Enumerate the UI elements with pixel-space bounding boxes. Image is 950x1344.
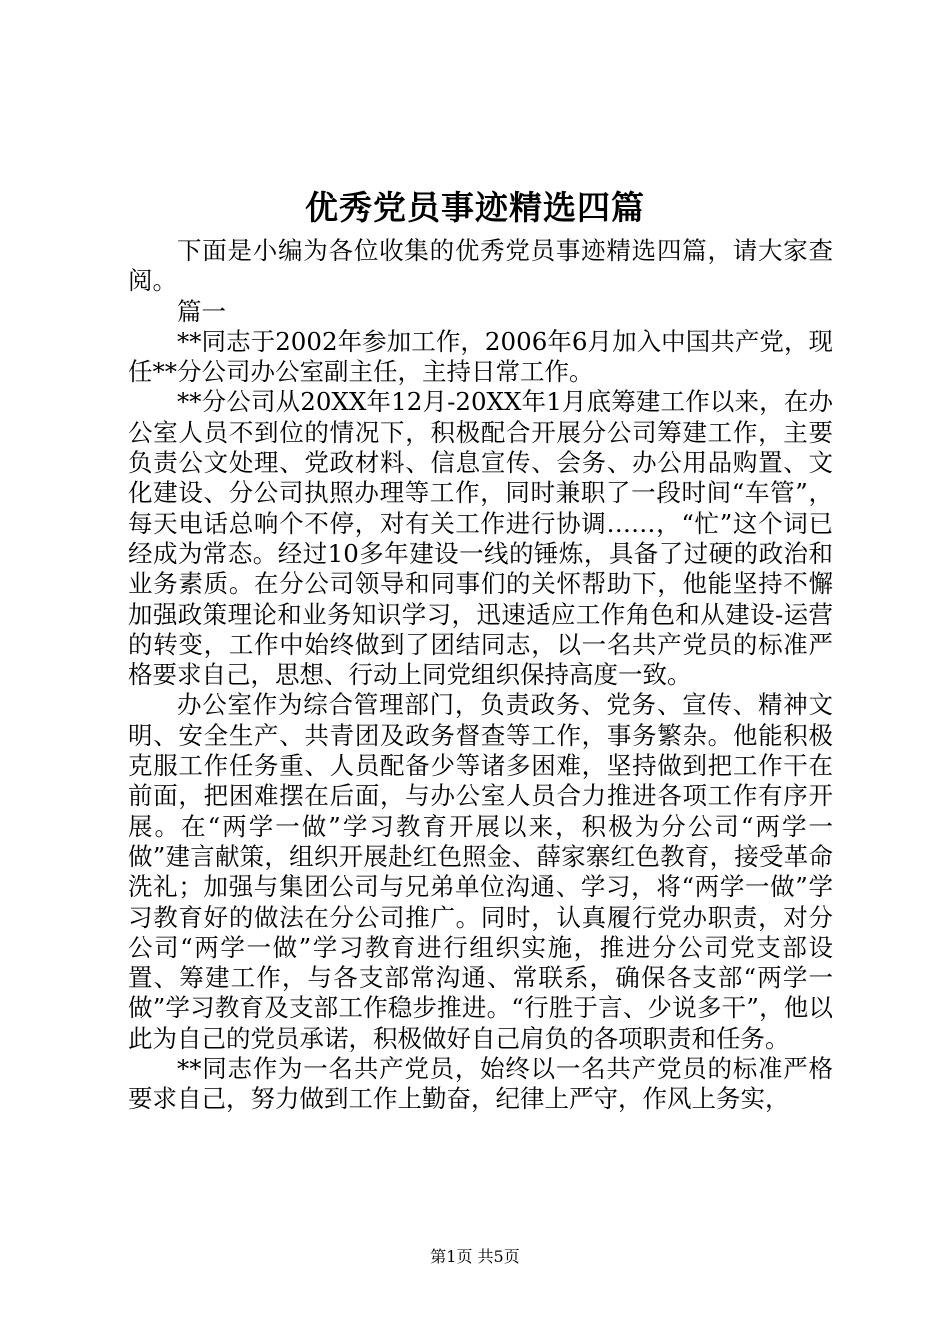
paragraph-intro: 下面是小编为各位收集的优秀党员事迹精选四篇，请大家查阅。 (128, 236, 833, 296)
page-title: 优秀党员事迹精选四篇 (305, 188, 645, 227)
paragraph: **分公司从20XX年12月-20XX年1月底筹建工作以来，在办公室人员不到位的情况下，积极配合开展分公司筹建工作，主要负责公文处理、党政材料、信息宣传、会务、办公用品购置、文化建设、分公司执照办理等工作，同时兼职了一段时间“车管”，每天电话总响个不停，对有关工作进行协调……，“忙”这个词已经成为常态。经过10多年建设一线的锤炼，具备了过硬的政治和业务素质。在分公司领导和同事们的关怀帮助下，他能坚持不懈加强政策理论和业务知识学习，迅速适应工作角色和从建设-运营的转变，工作中始终做到了团结同志，以一名共产党员的标准严格要求自己，思想、行动上同党组织保持高度一致。 (128, 387, 833, 690)
paragraph: 办公室作为综合管理部门，负责政务、党务、宣传、精神文明、安全生产、共青团及政务督查等工作，事务繁杂。他能积极克服工作任务重、人员配备少等诸多困难，坚持做到把工作干在前面，把困难摆在后面，与办公室人员合力推进各项工作有序开展。在“两学一做”学习教育开展以来，积极为分公司“两学一做”建言献策，组织开展赴红色照金、薛家寨红色教育，接受革命洗礼；加强与集团公司与兄弟单位沟通、学习，将“两学一做”学习教育好的做法在分公司推广。同时，认真履行党办职责，对分公司“两学一做”学习教育进行组织实施，推进分公司党支部设置、筹建工作，与各支部常沟通、常联系，确保各支部“两学一做”学习教育及支部工作稳步推进。“行胜于言、少说多干”，他以此为自己的党员承诺，积极做好自己肩负的各项职责和任务。 (128, 690, 833, 1053)
paragraph: **同志于2002年参加工作，2006年6月加入中国共产党，现任**分公司办公室副主任，主持日常工作。 (128, 326, 833, 387)
section-heading: 篇一 (177, 296, 226, 326)
document-body (128, 236, 833, 1115)
paragraph: **同志作为一名共产党员，始终以一名共产党员的标准严格要求自己，努力做到工作上勤奋，纪律上严守，作风上务实， (128, 1054, 833, 1114)
page-number-footer: 第1页 共5页 (430, 1247, 520, 1266)
